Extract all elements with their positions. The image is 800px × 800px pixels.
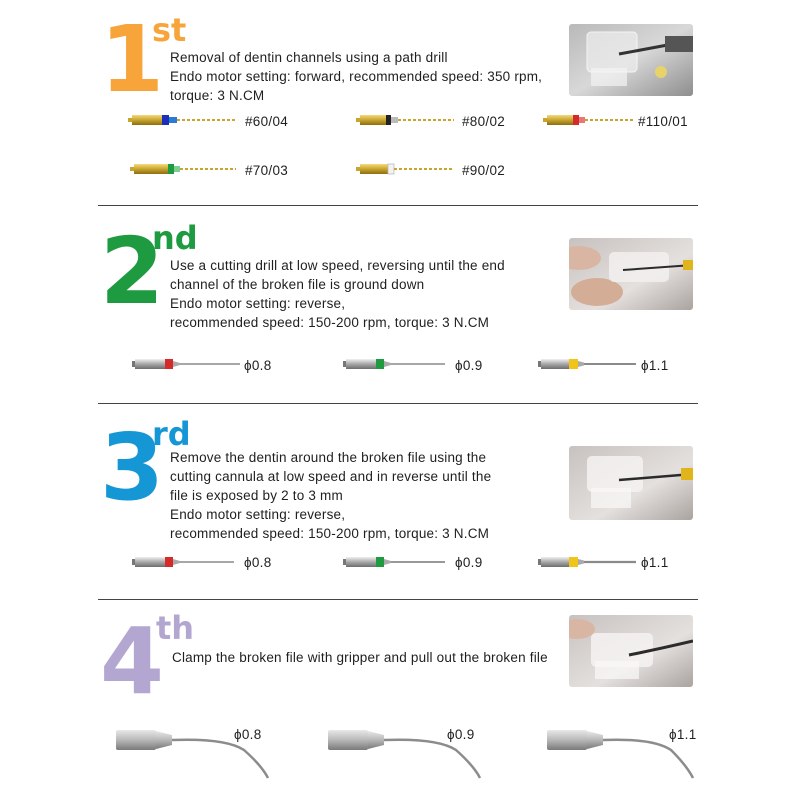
cutting-cannula-0-8 xyxy=(132,556,236,568)
step-3-line: recommended speed: 150-200 rpm, torque: 3 N.CM xyxy=(170,526,490,541)
step-1 xyxy=(0,0,800,205)
tool-label: ϕ0.8 xyxy=(244,555,272,570)
path-drill-110-01 xyxy=(543,113,637,127)
step-3-number: 3 xyxy=(100,414,163,521)
cutting-drill-0-9 xyxy=(343,358,447,370)
step-2-ordinal: nd xyxy=(152,219,198,257)
step-3-line: Remove the dentin around the broken file using the xyxy=(170,450,487,465)
step-2-line: channel of the broken file is ground down xyxy=(170,277,425,292)
step-3-line: file is exposed by 2 to 3 mm xyxy=(170,488,343,503)
step-4-ordinal: th xyxy=(156,609,195,647)
tool-label: #80/02 xyxy=(462,114,506,129)
tool-label: ϕ0.8 xyxy=(244,358,272,373)
cutting-cannula-1-1 xyxy=(538,556,638,568)
tool-label: #90/02 xyxy=(462,163,506,178)
tool-label: ϕ0.9 xyxy=(455,555,483,570)
path-drill-80-02 xyxy=(356,113,456,127)
step-2 xyxy=(0,206,800,403)
step-2-number: 2 xyxy=(100,218,163,325)
tool-label: ϕ1.1 xyxy=(641,555,669,570)
cutting-cannula-0-9 xyxy=(343,556,447,568)
step-1-line: Removal of dentin channels using a path drill xyxy=(170,50,448,65)
step-4-description xyxy=(172,648,548,667)
step-4-number: 4 xyxy=(100,608,163,715)
step-2-line: Use a cutting drill at low speed, reversing until the end xyxy=(170,258,505,273)
tool-label: ϕ0.9 xyxy=(447,727,475,742)
step-3-line: cutting cannula at low speed and in reverse until the xyxy=(170,469,492,484)
step-3-description xyxy=(170,448,491,543)
step-1-line: Endo motor setting: forward, recommended speed: 350 rpm, xyxy=(170,69,543,84)
step-4-photo xyxy=(569,615,693,687)
tool-label: ϕ1.1 xyxy=(641,358,669,373)
step-3 xyxy=(0,404,800,599)
tool-label: #60/04 xyxy=(245,114,289,129)
path-drill-90-02 xyxy=(356,162,456,176)
step-4-line: Clamp the broken file with gripper and pull out the broken file xyxy=(172,650,548,665)
tool-label: ϕ1.1 xyxy=(669,727,697,742)
tool-label: ϕ0.8 xyxy=(234,727,262,742)
step-3-photo xyxy=(569,446,693,520)
step-1-photo xyxy=(569,24,693,96)
step-2-line: Endo motor setting: reverse, xyxy=(170,296,346,311)
path-drill-60-04 xyxy=(128,113,238,127)
step-2-line: recommended speed: 150-200 rpm, torque: 3 N.CM xyxy=(170,315,490,330)
step-3-line: Endo motor setting: reverse, xyxy=(170,507,346,522)
step-1-number: 1 xyxy=(100,6,163,113)
step-2-photo xyxy=(569,238,693,310)
step-1-ordinal: st xyxy=(152,11,187,49)
tool-label: #110/01 xyxy=(638,114,688,129)
step-1-line: torque: 3 N.CM xyxy=(170,88,265,103)
step-1-description xyxy=(170,48,542,105)
tool-label: ϕ0.9 xyxy=(455,358,483,373)
path-drill-70-03 xyxy=(130,162,238,176)
step-4 xyxy=(0,600,800,800)
tool-label: #70/03 xyxy=(245,163,289,178)
cutting-drill-1-1 xyxy=(538,358,638,370)
step-3-ordinal: rd xyxy=(152,415,191,453)
step-2-description xyxy=(170,256,505,332)
cutting-drill-0-8 xyxy=(132,358,242,370)
